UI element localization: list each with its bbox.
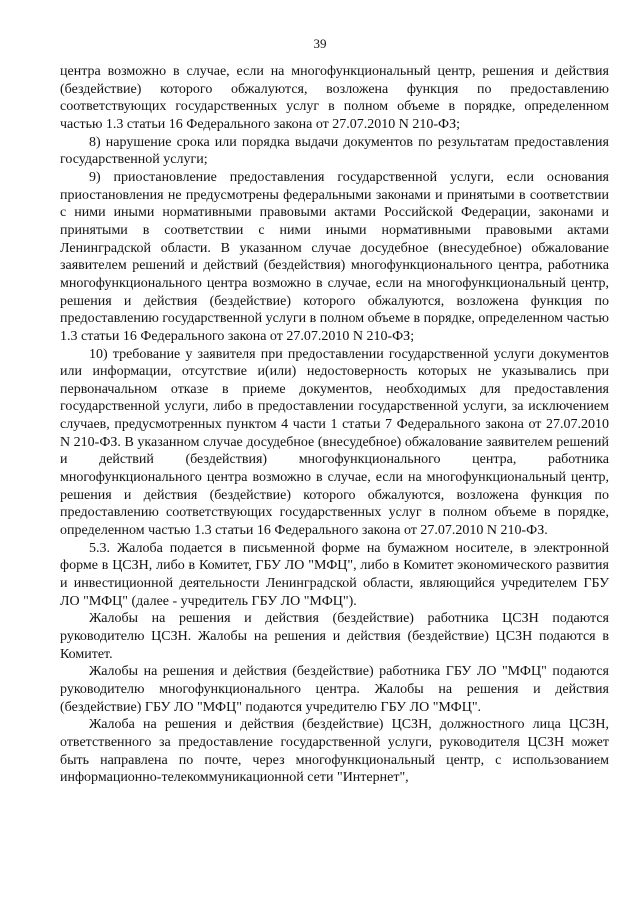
paragraph: 5.3. Жалоба подается в письменной форме на бумажном носителе, в электронной форме в ЦСЗН, либо в Комитет, ГБУ ЛО "МФЦ", либо в Комитет экономического развития и инвестиционной деятельности Ленинградской области, являющийся учредителем ГБУ ЛО "МФЦ" (далее - учредитель ГБУ ЛО "МФЦ"). — [60, 540, 609, 609]
paragraph: 10) требование у заявителя при предоставлении государственной услуги документов или информации, отсутствие и(или) недостоверность которых не указывались при первоначальном отказе в приеме документов, необходимых для предоставления государственной услуги, либо в предоставлении государственной услуги, за исключением случаев, предусмотренных пунктом 4 части 1 статьи 7 Федерального закона от 27.07.2010 N 210-ФЗ. В указанном случае досудебное (внесудебное) обжалование заявителем решений и действий (бездействия) многофункционального центра, работника многофункционального центра возможно в случае, если на многофункциональный центр, решения и действия (бездействие) которого обжалуются, возложена функция по предоставлению соответствующих государственных услуг в полном объеме в порядке, определенном частью 1.3 статьи 16 Федерального закона от 27.07.2010 N 210-ФЗ. — [60, 346, 609, 539]
paragraph: Жалобы на решения и действия (бездействие) работника ЦСЗН подаются руководителю ЦСЗН. Жалобы на решения и действия (бездействие) ЦСЗН подаются в Комитет. — [60, 611, 609, 662]
page-number: 39 — [313, 36, 327, 51]
paragraph: Жалобы на решения и действия (бездействие) работника ГБУ ЛО "МФЦ" подаются руководителю многофункционального центра. Жалобы на решения и действия (бездействие) ГБУ ЛО "МФЦ" подаются учредителю ГБУ ЛО "МФЦ". — [60, 664, 609, 715]
document-body — [60, 63, 609, 787]
paragraph: центра возможно в случае, если на многофункциональный центр, решения и действия (бездействие) которого обжалуются, возложена функция по предоставлению соответствующих государственных услуг в полном объеме в порядке, определенном частью 1.3 статьи 16 Федерального закона от 27.07.2010 N 210-ФЗ; — [60, 64, 609, 132]
paragraph: 8) нарушение срока или порядка выдачи документов по результатам предоставления государственной услуги; — [60, 134, 609, 168]
paragraph: Жалоба на решения и действия (бездействие) ЦСЗН, должностного лица ЦСЗН, ответственного за предоставление государственной услуги, руководителя ЦСЗН может быть направлена по почте, через многофункциональный центр, с использованием информационно-телекоммуникационной сети "Интернет", — [60, 717, 609, 786]
paragraph: 9) приостановление предоставления государственной услуги, если основания приостановления не предусмотрены федеральными законами и принятыми в соответствии с ними иными нормативными правовыми актами Российской Федерации, законами и принятыми в соответствии с ними иными нормативными правовыми актами Ленинградской области. В указанном случае досудебное (внесудебное) обжалование заявителем решений и действий (бездействия) многофункционального центра, работника многофункционального центра возможно в случае, если на многофункциональный центр, решения и действия (бездействие) которого обжалуются, возложена функция по предоставлению государственной услуги в полном объеме в порядке, определенном частью 1.3 статьи 16 Федерального закона от 27.07.2010 N 210-ФЗ; — [60, 169, 609, 344]
